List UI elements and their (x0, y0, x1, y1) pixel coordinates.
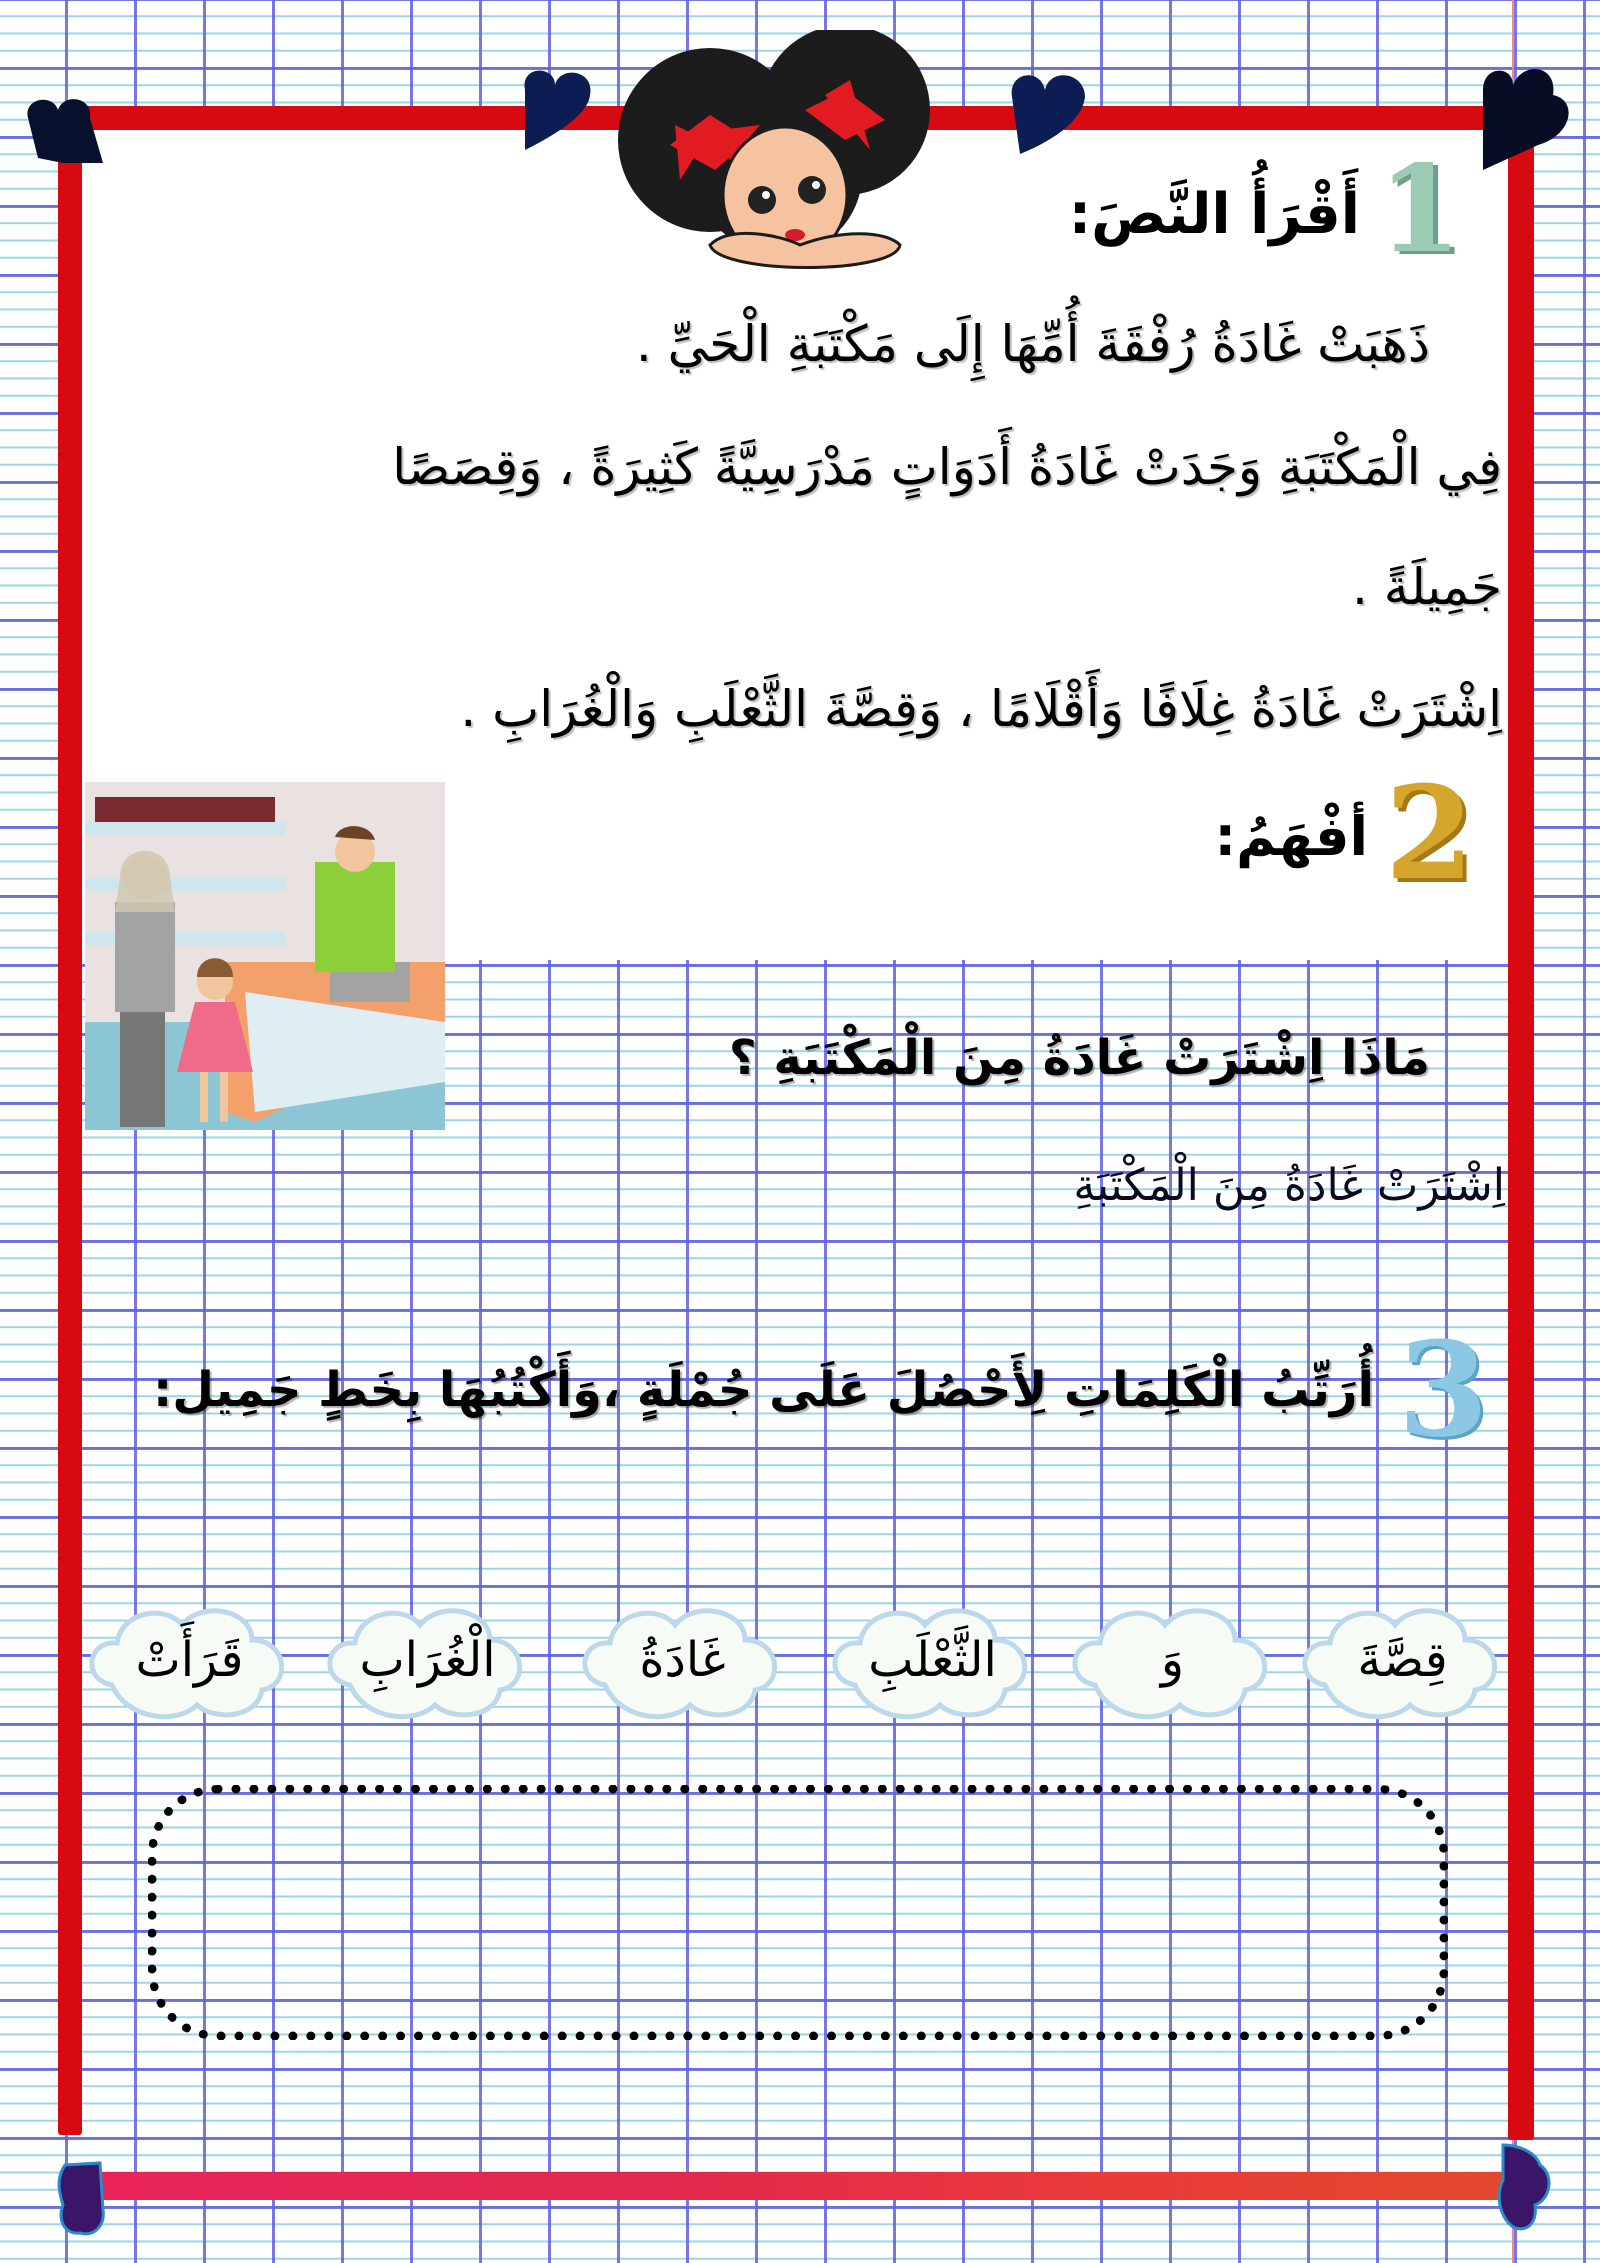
frame-left-border (58, 125, 82, 2135)
heart-icon-top-right (1478, 60, 1583, 170)
word-card-label: قِصَّةَ (1357, 1632, 1448, 1688)
heart-icon-bottom-right (1495, 2140, 1555, 2235)
sentence-answer-box[interactable] (148, 1785, 1448, 2040)
word-card-label: غَادَةُ (639, 1632, 726, 1688)
section1-title: أَقْرَأُ النَّصَ: (1068, 182, 1360, 247)
word-card-label: الْغُرَابِ (359, 1632, 496, 1688)
paragraph-line-2: فِي الْمَكْتَبَةِ وَجَدَتْ غَادَةُ أَدَوَاتٍ مَدْرَسِيَّةً كَثِيرَةً ، وَقِصَصًا (392, 438, 1502, 496)
word-card-4[interactable] (575, 1595, 790, 1725)
frame-right-border (1508, 140, 1534, 2140)
section-number-1: 1 (1378, 139, 1462, 280)
word-card-label: وَ (1160, 1632, 1185, 1688)
bookstore-illustration (85, 782, 445, 1130)
word-card-label: الثَّعْلَبِ (868, 1632, 997, 1688)
word-card-5[interactable] (320, 1595, 535, 1725)
answer-start-text[interactable]: اِشْتَرَتْ غَادَةُ مِنَ الْمَكْتَبَةِ (1073, 1160, 1505, 1211)
section-number-3: 3 (1398, 1313, 1489, 1466)
word-card-3[interactable] (825, 1595, 1040, 1725)
heart-icon-top-left (18, 88, 118, 178)
frame-bottom-border (80, 2172, 1540, 2200)
section2-title: أفْهَمُ: (1214, 805, 1368, 868)
word-card-6[interactable] (82, 1595, 297, 1725)
paragraph-line-1: ذَهَبَتْ غَادَةُ رُفْقَةَ أُمِّهَا إِلَى مَكْتَبَةِ الْحَيِّ . (635, 315, 1430, 373)
word-card-label: قَرَأَتْ (135, 1632, 244, 1688)
word-card-2[interactable] (1065, 1595, 1280, 1725)
section-number-2: 2 (1385, 759, 1475, 909)
paragraph-line-3: جَمِيلَةً . (1351, 558, 1502, 616)
heart-icon-bottom-left (55, 2155, 115, 2240)
heart-icon-top-middle-right (1000, 62, 1100, 157)
heart-icon-top-middle-left (510, 60, 610, 155)
girl-mascot-illustration (600, 30, 960, 280)
section3-title: أُرَتِّبُ الْكَلِمَاتِ لِأَحْصُلَ عَلَى جُمْلَةٍ ،وَأَكْتُبُهَا بِخَطٍ جَمِيل: (153, 1362, 1374, 1418)
comprehension-question: مَاذَا اِشْتَرَتْ غَادَةُ مِنَ الْمَكْتَبَةِ ؟ (728, 1030, 1430, 1086)
paragraph-line-4: اِشْتَرَتْ غَادَةُ غِلَافًا وَأَقْلَامًا ، وَقِصَّةَ الثَّعْلَبِ وَالْغُرَابِ . (460, 680, 1502, 738)
word-card-1[interactable] (1295, 1595, 1510, 1725)
